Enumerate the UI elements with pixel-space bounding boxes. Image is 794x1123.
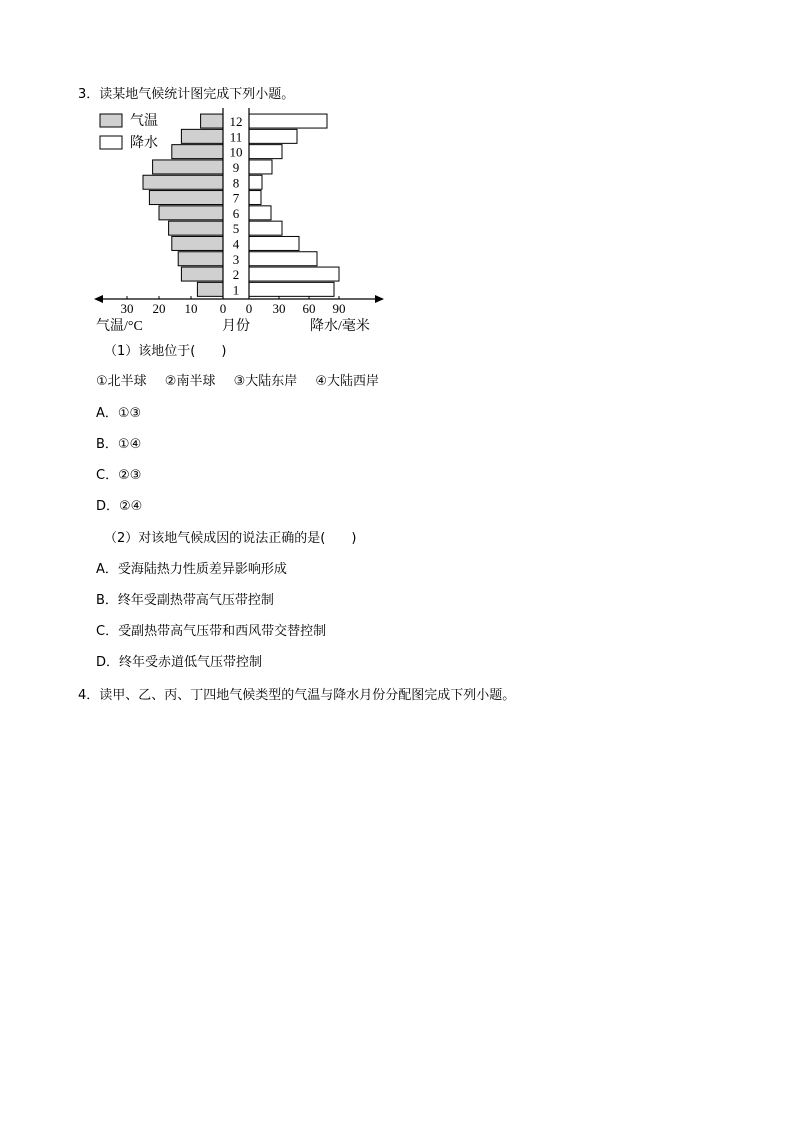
month-label-11: 11 [229,129,243,145]
chart-legend [100,113,158,151]
month-label-5: 5 [232,221,240,237]
month-label-8: 8 [232,175,240,191]
sub2-option-c[interactable]: C．受副热带高气压带和西风带交替控制 [96,624,327,639]
precipitation-bar-12 [249,114,327,128]
sub-question-1-stem: （1）该地位于( ) [104,344,227,359]
precipitation-bar-8 [249,175,262,189]
precipitation-bar-2 [249,267,339,281]
precipitation-bar-11 [249,129,297,143]
month-label-6: 6 [232,205,240,221]
month-label-12: 12 [229,114,243,130]
temperature-bar-2 [181,267,223,281]
precipitation-bar-4 [249,236,299,250]
precipitation-bar-6 [249,206,271,220]
question-4-title: 4．读甲、乙、丙、丁四地气候类型的气温与降水月份分配图完成下列小题。 [78,688,516,703]
statement-1: ①北半球 [96,374,147,389]
legend-label-precipitation: 降水 [130,136,158,151]
sub2-option-b[interactable]: B．终年受副热带高气压带控制 [96,593,274,608]
month-label-2: 2 [232,267,240,283]
center-axis-label: 月份 [222,319,250,334]
legend-label-temperature: 气温 [130,114,158,129]
left-arrow-icon [94,295,103,303]
precipitation-bar-7 [249,191,261,205]
sub1-option-a[interactable]: A．①③ [96,406,142,421]
precipitation-bar-3 [249,252,317,266]
sub-question-2-stem: （2）对该地气候成因的说法正确的是( ) [104,531,357,546]
temperature-bar-5 [169,221,223,235]
temperature-bar-8 [143,175,223,189]
statement-3: ③大陆东岸 [233,374,298,389]
question-3-title: 3．读某地气候统计图完成下列小题。 [78,87,295,102]
month-label-1: 1 [232,282,240,298]
precipitation-bar-10 [249,145,282,159]
temperature-bar-9 [153,160,223,174]
statement-list [96,374,393,390]
left-axis-label: 气温/°C [96,319,143,334]
legend-swatch-precipitation [100,136,122,149]
statement-2: ②南半球 [164,374,216,389]
legend-swatch-temperature [100,114,122,127]
precipitation-bar-5 [249,221,282,235]
temperature-tick-10: 10 [184,301,198,316]
sub1-option-b[interactable]: B．①④ [96,437,142,452]
precipitation-tick-60: 60 [302,301,316,316]
precipitation-bar-1 [249,282,334,296]
sub2-option-d[interactable]: D．终年受赤道低气压带控制 [96,655,263,670]
sub1-option-d[interactable]: D．②④ [96,499,143,514]
temperature-bar-4 [172,236,223,250]
temperature-tick-30: 30 [120,301,134,316]
month-label-9: 9 [232,159,240,175]
statement-4: ④大陆西岸 [315,374,380,389]
temperature-tick-20: 20 [152,301,166,316]
right-axis-label: 降水/毫米 [310,319,370,334]
temperature-bar-6 [159,206,223,220]
temperature-tick-0: 0 [219,301,227,316]
sub2-option-a[interactable]: A．受海陆热力性质差异影响形成 [96,562,287,577]
temperature-bar-12 [201,114,223,128]
right-arrow-icon [375,295,384,303]
precipitation-tick-0: 0 [245,301,253,316]
month-label-3: 3 [232,251,240,267]
month-label-10: 10 [229,144,243,160]
month-label-7: 7 [232,190,240,206]
precipitation-bars [249,114,339,296]
precipitation-tick-30: 30 [272,301,286,316]
temperature-bar-11 [181,129,223,143]
precipitation-tick-90: 90 [332,301,346,316]
precipitation-bar-9 [249,160,272,174]
climate-chart [92,104,392,334]
temperature-bar-7 [149,191,223,205]
sub1-option-c[interactable]: C．②③ [96,468,142,483]
temperature-bar-1 [197,282,223,296]
month-labels [230,114,243,297]
temperature-bar-10 [172,145,223,159]
month-label-4: 4 [232,236,240,252]
temperature-bar-3 [178,252,223,266]
